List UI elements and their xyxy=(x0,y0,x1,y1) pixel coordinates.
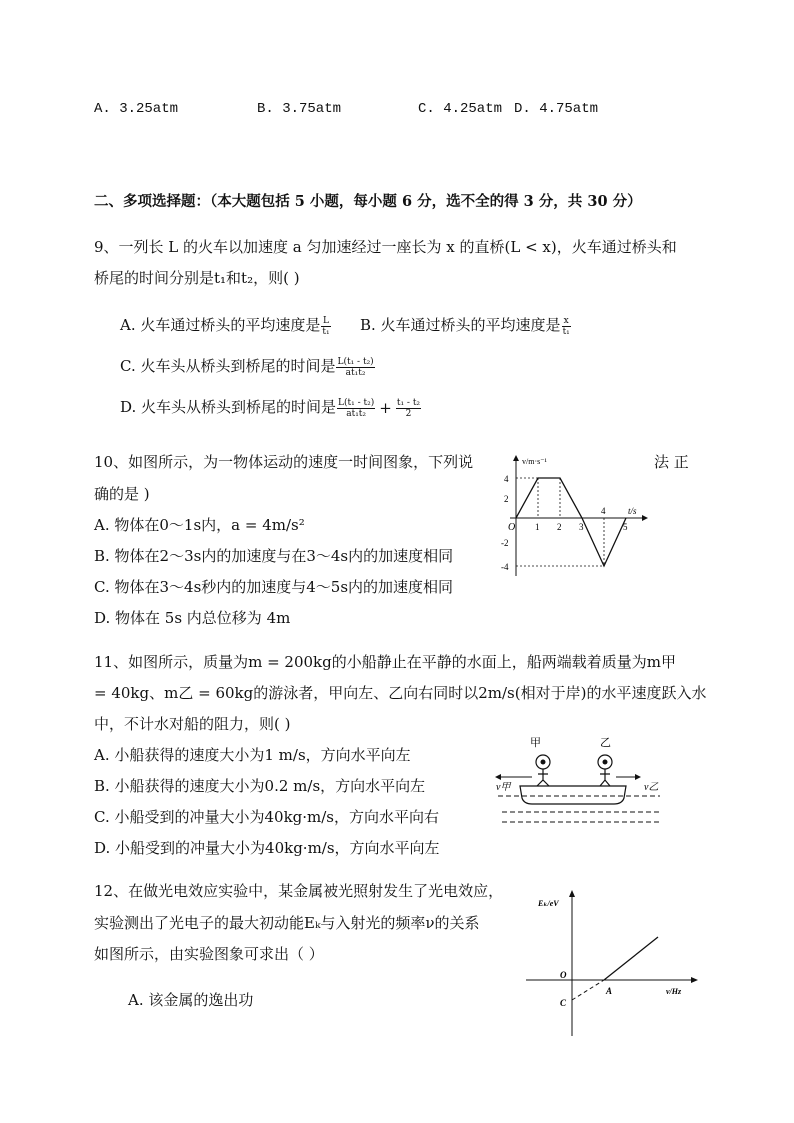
q11-option-a: A. 小船获得的速度大小为1 m/s，方向水平向左 xyxy=(94,746,411,764)
x-axis-label: t/s xyxy=(628,506,637,516)
q12-ek-graph xyxy=(522,888,702,1040)
y-tick-neg4: -4 xyxy=(501,562,509,572)
left-velocity-label: v甲 xyxy=(496,782,511,793)
extrapolated-line xyxy=(572,980,604,1000)
fraction-denominator: at₁t₂ xyxy=(346,408,367,419)
section-heading: 二、多项选择题：（本大题包括 5 小题，每小题 6 分，选不全的得 3 分，共 30 分） xyxy=(94,193,642,210)
fraction-numerator: t₁ - t₂ xyxy=(396,397,421,408)
x-tick-3: 3 xyxy=(579,522,584,532)
point-a-label: A xyxy=(606,986,613,996)
x-axis-arrow xyxy=(691,977,698,983)
fraction-numerator: L(t₁ - t₂) xyxy=(338,397,375,408)
y-axis-arrow xyxy=(569,890,575,897)
x-tick-4: 4 xyxy=(601,506,606,516)
q9-option-d xyxy=(120,396,422,419)
x-tick-5: 5 xyxy=(623,522,628,532)
right-person-head-mark xyxy=(603,760,608,765)
q9-stem-line1: 9、一列长 L 的火车以加速度 a 匀加速经过一座长为 x 的直桥(L < x)，火车通过桥头和 xyxy=(94,238,677,256)
q9-stem-line2: 桥尾的时间分别是t₁和t₂，则( ) xyxy=(94,269,300,287)
right-velocity-label: v乙 xyxy=(644,782,659,793)
fraction-numerator: x xyxy=(562,316,571,327)
q10-stem-line1: 10、如图所示，为一物体运动的速度一时间图象，下列说 xyxy=(94,453,474,471)
q9-option-c-fraction xyxy=(336,357,374,378)
option-c: C. 4.25atm xyxy=(418,101,503,117)
option-b: B. 3.75atm xyxy=(257,101,342,117)
ek-line xyxy=(604,937,658,980)
q11-option-c: C. 小船受到的冲量大小为40kg·m/s，方向水平向右 xyxy=(94,808,440,826)
q9-option-a-fraction xyxy=(321,316,330,337)
left-person-body xyxy=(537,769,549,786)
q9-option-c-text: C. 火车头从桥头到桥尾的时间是 xyxy=(120,357,336,375)
boat-hull xyxy=(520,786,626,804)
q9-option-b xyxy=(360,314,572,337)
q9-option-b-text: B. 火车通过桥头的平均速度是 xyxy=(360,316,561,334)
left-velocity-arrow xyxy=(495,774,501,780)
q12-stem-line1: 12、在做光电效应实验中，某金属被光照射发生了光电效应， xyxy=(94,882,504,900)
q11-stem-line1: 11、如图所示，质量为m = 200kg的小船静止在平静的水面上，船两端载着质量为m甲 xyxy=(94,653,676,671)
q9-option-c xyxy=(120,355,376,378)
fraction-numerator: L(t₁ - t₂) xyxy=(337,356,374,367)
x-tick-2: 2 xyxy=(557,522,562,532)
fraction-denominator: at₁t₂ xyxy=(345,367,366,378)
y-tick-neg2: -2 xyxy=(501,538,509,548)
q11-stem-line3: 中，不计水对船的阻力，则( ) xyxy=(94,715,291,733)
y-axis-arrow xyxy=(513,455,519,461)
origin-label: O xyxy=(508,522,516,533)
q10-stem-line2: 确的是 ) xyxy=(94,485,150,503)
fraction-denominator: 2 xyxy=(405,408,412,419)
fraction-denominator: t₁ xyxy=(562,326,570,337)
y-tick-2: 2 xyxy=(504,494,509,504)
fraction-numerator: L xyxy=(323,315,329,326)
q10-option-d: D. 物体在 5s 内总位移为 4m xyxy=(94,609,291,627)
q10-option-c: C. 物体在3～4s秒内的加速度与4～5s内的加速度相同 xyxy=(94,578,454,596)
q9-option-d-fraction2 xyxy=(396,398,421,419)
right-person-body xyxy=(600,769,610,786)
y-axis-label: Eₖ/eV xyxy=(538,899,559,908)
q10-option-a: A. 物体在0～1s内，a = 4m/s² xyxy=(94,516,305,534)
q11-boat-figure xyxy=(492,734,668,830)
q9-option-d-fraction xyxy=(337,398,375,419)
left-person-head-mark xyxy=(541,760,546,765)
q10-option-b: B. 物体在2～3s内的加速度与在3～4s内的加速度相同 xyxy=(94,547,454,565)
right-velocity-arrow xyxy=(635,774,641,780)
q10-vt-graph xyxy=(500,452,650,580)
option-d: D. 4.75atm xyxy=(514,101,599,117)
q12-stem-line2: 实验测出了光电子的最大初动能Eₖ与入射光的频率ν的关系 xyxy=(94,914,480,932)
q11-option-d: D. 小船受到的冲量大小为40kg·m/s，方向水平向左 xyxy=(94,839,440,857)
point-c-label: C xyxy=(560,998,567,1008)
q9-option-b-fraction xyxy=(562,316,571,337)
left-person-label: 甲 xyxy=(530,737,541,749)
vt-curve xyxy=(516,478,626,566)
q9-option-a xyxy=(120,314,332,337)
q9-option-d-text: D. 火车头从桥头到桥尾的时间是 xyxy=(120,398,337,416)
option-a: A. 3.25atm xyxy=(94,101,179,117)
q12-stem-line3: 如图所示，由实验图象可求出（ ） xyxy=(94,945,324,963)
q12-option-a: A. 该金属的逸出功 xyxy=(128,991,254,1009)
fraction-denominator: t₁ xyxy=(322,326,330,337)
origin-label: O xyxy=(560,970,567,980)
q11-option-b: B. 小船获得的速度大小为0.2 m/s，方向水平向左 xyxy=(94,777,426,795)
x-axis-label: ν/Hz xyxy=(666,987,682,996)
x-axis-arrow xyxy=(642,515,648,521)
q11-stem-line2: = 40kg、m乙 = 60kg的游泳者，甲向左、乙向右同时以2m/s(相对于岸)的水平速度跃入水 xyxy=(94,684,707,702)
right-person-label: 乙 xyxy=(600,737,611,749)
q9-option-a-text: A. 火车通过桥头的平均速度是 xyxy=(120,316,321,334)
y-tick-4: 4 xyxy=(504,474,509,484)
q10-stem-line1-right: 法 正 xyxy=(654,453,689,471)
x-tick-1: 1 xyxy=(535,522,540,532)
y-axis-label: v/m·s⁻¹ xyxy=(522,457,547,466)
plus-sign: + xyxy=(379,399,392,417)
